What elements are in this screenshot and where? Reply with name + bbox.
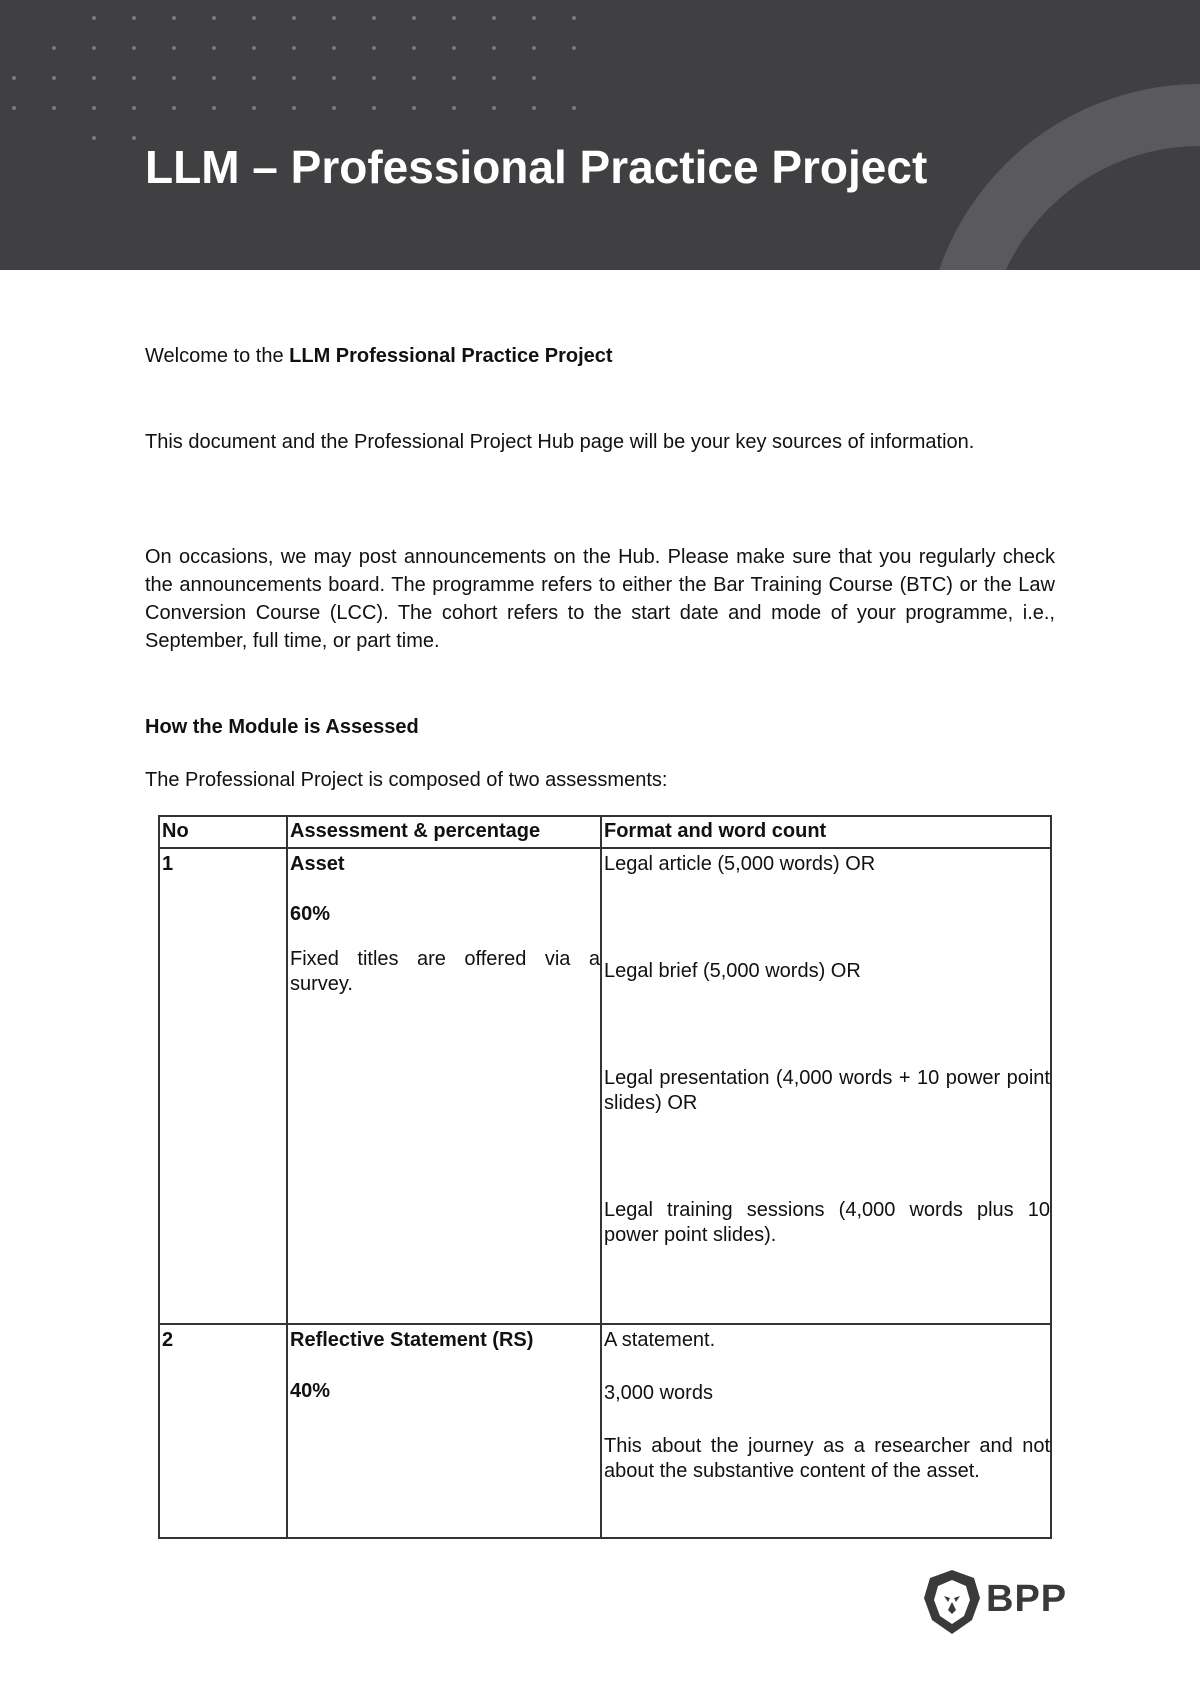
format-item: Legal brief (5,000 words) OR <box>604 960 861 982</box>
format-item: Legal training sessions (4,000 words plus 10 power point slides). <box>604 1199 1050 1246</box>
format-item: Legal presentation (4,000 words + 10 power point slides) OR <box>604 1067 1050 1114</box>
dot-pattern-decoration <box>0 0 1200 270</box>
assessment-cell <box>287 1324 601 1538</box>
format-cell <box>601 1324 1051 1538</box>
section-heading: How the Module is Assessed <box>145 716 419 738</box>
format-cell <box>601 848 1051 1324</box>
bpp-logo-text: BPP <box>986 1578 1068 1620</box>
header-no: No <box>159 816 287 848</box>
assessment-note: Fixed titles are offered via a survey. <box>290 948 600 995</box>
format-item: This about the journey as a researcher and not about the substantive content of the asset. <box>604 1435 1050 1482</box>
assessment-percent: 40% <box>290 1380 331 1402</box>
header-format: Format and word count <box>601 816 1051 848</box>
assessment-name: Asset <box>290 853 345 875</box>
announcements-paragraph: On occasions, we may post announcements on the Hub. Please make sure that you regularly check the announcements board. The programme refers to either the Bar Training Course (BTC) or the Law Conversion Course (LCC). The cohort refers to the start date and mode of your programme, i.e., September, full time, or part time. <box>145 546 1055 652</box>
table-header-row <box>159 816 1051 848</box>
page-title: LLM – Professional Practice Project <box>145 141 928 193</box>
welcome-prefix: Welcome to the <box>145 345 290 367</box>
table-row <box>159 848 1051 1324</box>
assessment-table <box>158 815 1052 1539</box>
assessment-lead: The Professional Project is composed of two assessments: <box>145 769 668 791</box>
header-assessment: Assessment & percentage <box>287 816 601 848</box>
arc-decoration <box>955 115 1200 270</box>
header-banner <box>0 0 1200 270</box>
welcome-line <box>145 342 1055 370</box>
table-row <box>159 1324 1051 1538</box>
intro-paragraph: This document and the Professional Project Hub page will be your key sources of information. <box>145 431 975 453</box>
assessment-name: Reflective Statement (RS) <box>290 1329 534 1351</box>
welcome-course-name: LLM Professional Practice Project <box>289 345 613 367</box>
row-number: 2 <box>159 1324 287 1538</box>
format-item: A statement. <box>604 1329 716 1351</box>
row-number: 1 <box>159 848 287 1324</box>
format-item: 3,000 words <box>604 1382 713 1404</box>
assessment-percent: 60% <box>290 903 331 925</box>
assessment-cell <box>287 848 601 1324</box>
lion-head-icon <box>922 1568 982 1636</box>
format-item: Legal article (5,000 words) OR <box>604 853 876 875</box>
